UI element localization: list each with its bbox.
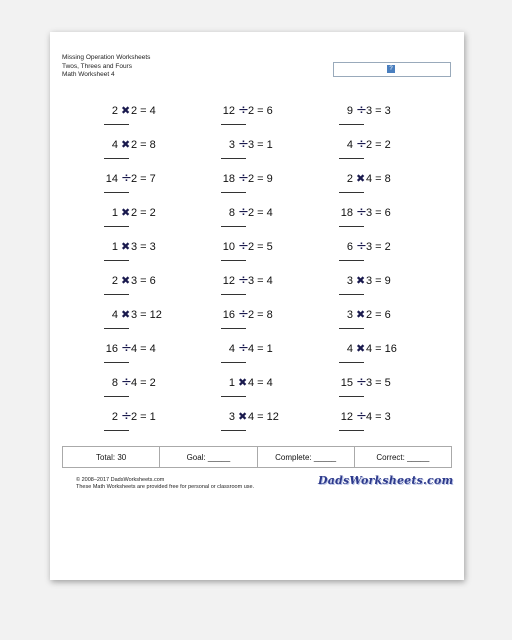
problem (323, 309, 413, 339)
equation-rest: 4 = 8 (366, 173, 391, 185)
first-operand: 1 (111, 207, 118, 219)
problem (205, 309, 295, 339)
problem (323, 343, 413, 373)
first-operand: 18 (222, 173, 235, 185)
first-operand: 12 (222, 275, 235, 287)
equation-rest: 2 = 8 (131, 139, 156, 151)
answer-blank[interactable] (339, 294, 364, 295)
problem (88, 139, 178, 169)
equation-rest: 3 = 3 (131, 241, 156, 253)
problem (323, 173, 413, 203)
answer-blank[interactable] (339, 362, 364, 363)
copyright-line: © 2008–2017 DadsWorksheets.com (76, 477, 165, 483)
first-operand: 12 (222, 105, 235, 117)
answer-blank[interactable] (339, 192, 364, 193)
equation-rest: 3 = 5 (366, 377, 391, 389)
first-operand: 1 (111, 241, 118, 253)
problem (205, 241, 295, 271)
equation-rest: 3 = 2 (366, 241, 391, 253)
problem (323, 139, 413, 169)
equation-rest: 2 = 9 (248, 173, 273, 185)
problem (88, 173, 178, 203)
equation-rest: 2 = 2 (366, 139, 391, 151)
equation-rest: 2 = 5 (248, 241, 273, 253)
problem (323, 377, 413, 407)
equation-rest: 3 = 4 (248, 275, 273, 287)
equation-rest: 3 = 6 (131, 275, 156, 287)
first-operand: 2 (111, 105, 118, 117)
problem (88, 377, 178, 407)
answer-blank[interactable] (339, 124, 364, 125)
answer-blank[interactable] (221, 124, 246, 125)
equation-rest: 4 = 4 (248, 377, 273, 389)
answer-blank[interactable] (221, 328, 246, 329)
answer-blank[interactable] (221, 158, 246, 159)
first-operand: 16 (222, 309, 235, 321)
answer-blank[interactable] (339, 260, 364, 261)
equation-rest: 3 = 9 (366, 275, 391, 287)
problem (88, 309, 178, 339)
answer-blank[interactable] (339, 158, 364, 159)
answer-blank[interactable] (104, 226, 129, 227)
problem (323, 241, 413, 271)
answer-blank[interactable] (104, 362, 129, 363)
equation-rest: 2 = 7 (131, 173, 156, 185)
answer-blank[interactable] (104, 192, 129, 193)
first-operand: 8 (111, 377, 118, 389)
problem (205, 377, 295, 407)
question-mark-icon: ? (387, 65, 395, 73)
equation-rest: 4 = 16 (366, 343, 397, 355)
complete-cell: Complete: _____ (258, 447, 355, 467)
first-operand: 4 (346, 139, 353, 151)
answer-blank[interactable] (104, 294, 129, 295)
worksheet-subtitle: Twos, Threes and Fours (62, 62, 132, 70)
answer-blank[interactable] (104, 124, 129, 125)
first-operand: 8 (228, 207, 235, 219)
answer-blank[interactable] (221, 430, 246, 431)
score-table (62, 446, 452, 468)
equation-rest: 3 = 3 (366, 105, 391, 117)
first-operand: 4 (346, 343, 353, 355)
problem (205, 139, 295, 169)
first-operand: 3 (228, 411, 235, 423)
first-operand: 4 (228, 343, 235, 355)
first-operand: 12 (340, 411, 353, 423)
problem (88, 275, 178, 305)
problem (88, 207, 178, 237)
answer-blank[interactable] (339, 226, 364, 227)
problem (205, 343, 295, 373)
first-operand: 2 (111, 411, 118, 423)
first-operand: 10 (222, 241, 235, 253)
equation-rest: 4 = 3 (366, 411, 391, 423)
equation-rest: 2 = 2 (131, 207, 156, 219)
answer-blank[interactable] (104, 430, 129, 431)
worksheet-page (50, 32, 464, 580)
problem (205, 173, 295, 203)
answer-blank[interactable] (104, 396, 129, 397)
equation-rest: 2 = 4 (131, 105, 156, 117)
problem (205, 207, 295, 237)
equation-rest: 2 = 1 (131, 411, 156, 423)
first-operand: 9 (346, 105, 353, 117)
equation-rest: 2 = 6 (366, 309, 391, 321)
first-operand: 3 (346, 275, 353, 287)
problem (88, 411, 178, 441)
first-operand: 1 (228, 377, 235, 389)
first-operand: 4 (111, 139, 118, 151)
equation-rest: 4 = 4 (131, 343, 156, 355)
worksheet-title: Missing Operation Worksheets (62, 54, 151, 61)
first-operand: 14 (105, 173, 118, 185)
answer-blank[interactable] (339, 396, 364, 397)
equation-rest: 4 = 1 (248, 343, 273, 355)
equation-rest: 4 = 2 (131, 377, 156, 389)
problem (323, 411, 413, 441)
answer-blank[interactable] (339, 430, 364, 431)
answer-blank[interactable] (221, 260, 246, 261)
answer-blank[interactable] (104, 260, 129, 261)
total-cell: Total: 30 (63, 447, 160, 467)
answer-blank[interactable] (104, 158, 129, 159)
first-operand: 4 (111, 309, 118, 321)
first-operand: 2 (111, 275, 118, 287)
equation-rest: 2 = 4 (248, 207, 273, 219)
first-operand: 3 (228, 139, 235, 151)
equation-rest: 3 = 1 (248, 139, 273, 151)
problem (205, 275, 295, 305)
problem (88, 343, 178, 373)
first-operand: 16 (105, 343, 118, 355)
usage-note: These Math Worksheets are provided free for personal or classroom use. (76, 484, 255, 490)
answer-blank[interactable] (339, 328, 364, 329)
problem (205, 411, 295, 441)
equation-rest: 3 = 6 (366, 207, 391, 219)
equation-rest: 4 = 12 (248, 411, 279, 423)
worksheet-number: Math Worksheet 4 (62, 71, 115, 78)
first-operand: 18 (340, 207, 353, 219)
answer-blank[interactable] (221, 396, 246, 397)
first-operand: 15 (340, 377, 353, 389)
goal-cell: Goal: _____ (160, 447, 257, 467)
equation-rest: 2 = 6 (248, 105, 273, 117)
name-field[interactable] (333, 62, 451, 77)
first-operand: 3 (346, 309, 353, 321)
problem (323, 207, 413, 237)
problem (88, 241, 178, 271)
first-operand: 6 (346, 241, 353, 253)
correct-cell: Correct: _____ (376, 452, 430, 462)
dadsworksheets-logo: DadsWorksheets.com (318, 474, 454, 487)
answer-blank[interactable] (221, 192, 246, 193)
equation-rest: 3 = 12 (131, 309, 162, 321)
problem (205, 105, 295, 135)
copyright-notice (76, 477, 254, 491)
worksheet-header (62, 54, 150, 80)
answer-blank[interactable] (221, 362, 246, 363)
answer-blank[interactable] (221, 294, 246, 295)
problem (323, 105, 413, 135)
problem (323, 275, 413, 305)
problem (88, 105, 178, 135)
answer-blank[interactable] (104, 328, 129, 329)
equation-rest: 2 = 8 (248, 309, 273, 321)
answer-blank[interactable] (221, 226, 246, 227)
first-operand: 2 (346, 173, 353, 185)
